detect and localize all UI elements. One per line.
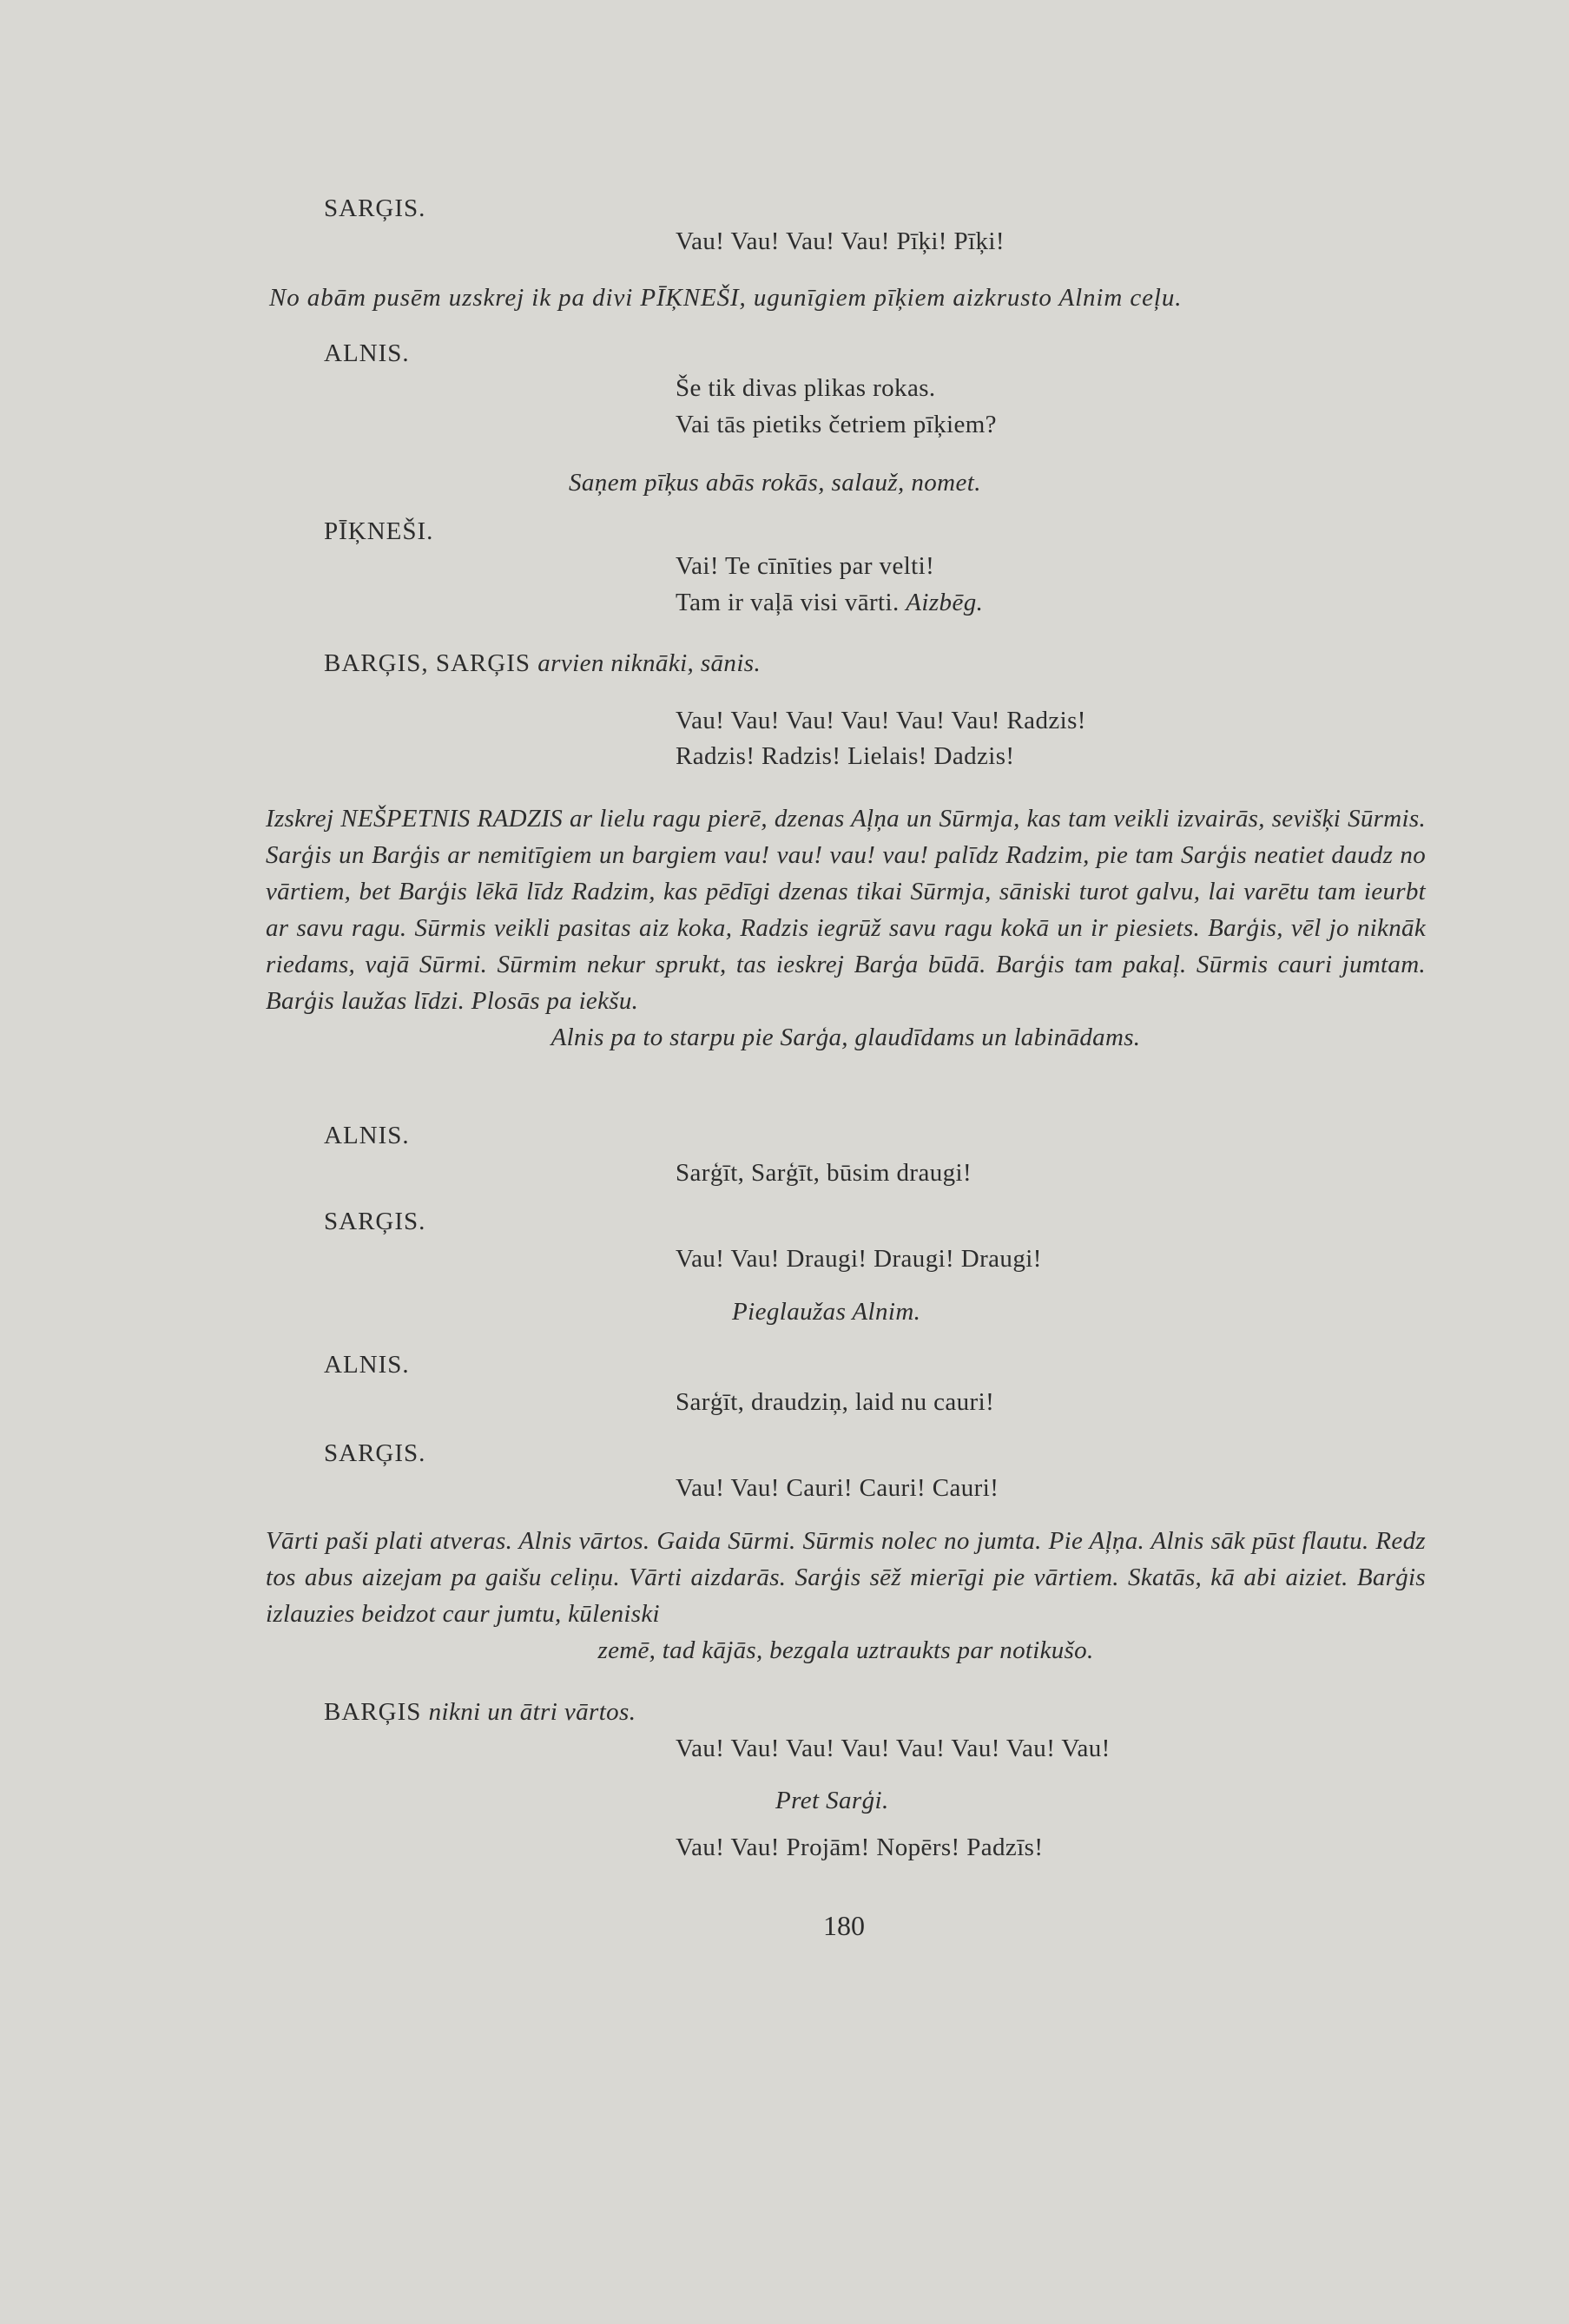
speaker-name: BARĢIS: [324, 1698, 429, 1726]
stage-direction-paragraph-2: [266, 1523, 1426, 1669]
stage-text: Izskrej NEŠPETNIS RADZIS ar lielu ragu pierē, dzenas Aļņa un Sūrmja, kas tam veikli izvairās, sevišķi Sūrmis. Sarģis un Barģis ar nemitīgiem un bargiem vau! vau! vau! vau! palīdz Radzim, pie tam Sarģis neatiet daudz no vārtiem, bet Barģis lēkā līdz Radzim, kas pēdīgi dzenas tikai Sūrmja, sāniski turot galvu, lai varētu tam ieurbt ar savu ragu. Sūrmis veikli pasitas aiz koka, Radzis iegrūž savu ragu kokā un ir piesiets. Barģis, vēl jo niknāk riedams, vajā Sūrmi. Sūrmim nekur sprukt, tas ieskrej Barģa būdā. Barģis tam pakaļ. Sūrmis cauri jumtam. Barģis laužas līdzi. Plosās pa iekšu.: [266, 805, 1426, 1015]
stage-text-last-line: zemē, tad kājās, bezgala uztraukts par notikušo.: [597, 1636, 1094, 1664]
speaker-sargis: SARĢIS.: [324, 1439, 426, 1467]
verse-line: Vau! Vau! Vau! Vau! Vau! Vau! Vau! Vau!: [676, 1735, 1111, 1762]
stage-text-last-line: Alnis pa to starpu pie Sarģa, glaudīdams un labinādams.: [550, 1024, 1141, 1051]
verse-line: [676, 590, 983, 616]
verse-line: Vau! Vau! Draugi! Draugi! Draugi!: [676, 1245, 1042, 1273]
speaker-names: BARĢIS, SARĢIS: [324, 649, 538, 677]
verse-line: Vai! Te cīnīties par velti!: [676, 552, 935, 580]
stage-text: Vārti paši plati atveras. Alnis vārtos. Gaida Sūrmi. Sūrmis nolec no jumta. Pie Aļņa. Alnis sāk pūst flautu. Redz tos abus aizejam pa gaišu celiņu. Vārti aizdarās. Sarģis sēž mierīgi pie vārtiem. Skatās, kā abi aiziet. Barģis izlauzies beidzot caur jumtu, kūleniski: [266, 1527, 1426, 1628]
verse-line: Vau! Vau! Vau! Vau! Vau! Vau! Radzis!: [676, 707, 1086, 734]
verse-line: Vai tās pietiks četriem pīķiem?: [676, 411, 997, 438]
verse-line: Vau! Vau! Vau! Vau! Pīķi! Pīķi!: [676, 227, 1005, 255]
speaker-alnis: ALNIS.: [324, 339, 410, 367]
verse-line: Vau! Vau! Cauri! Cauri! Cauri!: [676, 1474, 999, 1502]
stage-direction: Saņem pīķus abās rokās, salauž, nomet.: [569, 469, 981, 497]
speaker-sargis: SARĢIS.: [324, 194, 426, 222]
stage-direction-inline: arvien niknāki, sānis.: [537, 649, 761, 677]
page-number: 180: [823, 1910, 865, 1941]
verse-line: Radzis! Radzis! Lielais! Dadzis!: [676, 742, 1015, 770]
speaker-sargis: SARĢIS.: [324, 1208, 426, 1235]
stage-direction-paragraph-1: [266, 800, 1426, 1056]
verse-line: Sarģīt, Sarģīt, būsim draugi!: [676, 1159, 972, 1187]
speaker-alnis: ALNIS.: [324, 1351, 410, 1379]
stage-direction-inline: nikni un ātri vārtos.: [428, 1698, 636, 1726]
stage-direction-inline: Aizbēg.: [906, 589, 984, 616]
verse-line: Sarģīt, draudziņ, laid nu cauri!: [676, 1388, 995, 1416]
speaker-piknesi: PĪĶNEŠI.: [324, 517, 434, 545]
verse-text: Tam ir vaļā visi vārti.: [676, 589, 906, 616]
verse-line: Še tik divas plikas rokas.: [676, 374, 936, 402]
speaker-bargis: [324, 1700, 636, 1725]
verse-line: Vau! Vau! Projām! Nopērs! Padzīs!: [676, 1834, 1044, 1861]
stage-direction: Pret Sarģi.: [775, 1787, 889, 1814]
stage-direction: Pieglaužas Alnim.: [732, 1298, 921, 1326]
stage-direction: No abām pusēm uzskrej ik pa divi PĪĶNEŠI, ugunīgiem pīķiem aizkrusto Alnim ceļu.: [269, 284, 1183, 312]
speaker-alnis: ALNIS.: [324, 1122, 410, 1149]
speaker-bargis-sargis: [324, 651, 761, 676]
